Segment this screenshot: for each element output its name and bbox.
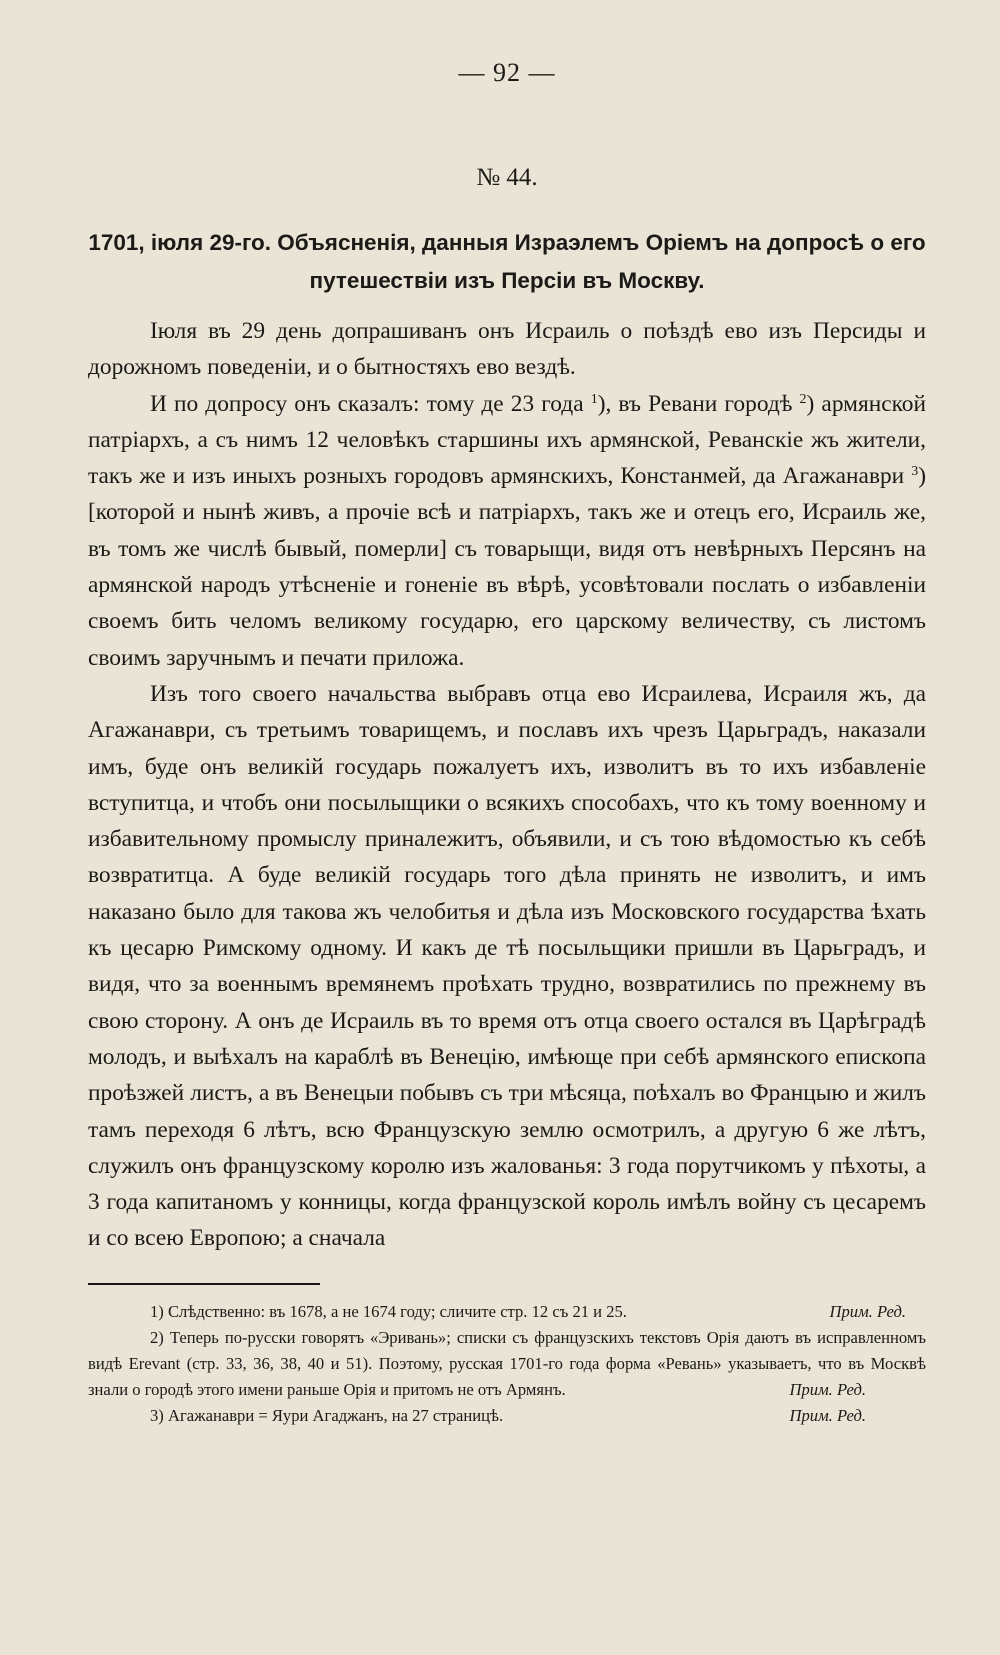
footnote-ref-3: 3 (911, 464, 919, 480)
document-number: № 44. (476, 164, 538, 191)
footnotes (88, 1299, 926, 1429)
footnote-1-text: 1) Слѣдственно: въ 1678, а не 1674 году; сличите стр. 12 съ 21 и 25. (150, 1301, 627, 1321)
page-number: — 92 — (458, 58, 556, 87)
document-title: 1701, іюля 29-го. Объясненія, данныя Израэлемъ Оріемъ на допросѣ о его путешествіи изъ Персіи въ Москву. (88, 230, 926, 293)
footnote-1-signature: Прим. Ред. (829, 1301, 906, 1321)
paragraph-2-part-4: ) [которой и нынѣ живъ, а прочіе всѣ и патріархъ, такъ же и отецъ его, Исраиль же, въ томъ же числѣ бывый, померли] съ товарыщи, видя отъ невѣрныхъ Персянъ на армянской народъ утѣсненіе и гоненіе въ вѣрѣ, усовѣтовали послать о избавленіи своемъ бить челомъ великому государю, его царскому величеству, съ листомъ своимъ заручнымъ и печати приложа. (88, 463, 926, 671)
footnote-2-text: 2) Теперь по-русски говорятъ «Эривань»; списки съ французскихъ текстовъ Орія даютъ въ исправленномъ видѣ Erevant (стр. 33, 36, 38, 40 и 51). Поэтому, русская 1701-го года форма «Ревань» указываетъ, что въ Москвѣ знали о городѣ этого имени раньше Орія и притомъ не отъ Армянъ. (88, 1327, 926, 1399)
footnote-ref-1: 1 (590, 391, 598, 407)
footnote-3-signature: Прим. Ред. (789, 1405, 866, 1425)
footnote-3-text: 3) Агажанаври = Яури Агаджанъ, на 27 страницѣ. (150, 1405, 504, 1425)
paragraph-2-part-2: ), въ Ревани городѣ (597, 390, 800, 417)
paragraph-2-part-1: И по допросу онъ сказалъ: тому де 23 года (150, 390, 591, 417)
paragraph-2 (88, 386, 926, 676)
paragraph-3: Изъ того своего начальства выбравъ отца ево Исраилева, Исраиля жъ, да Агажанаври, съ третьимъ товарищемъ, и пославъ ихъ чрезъ Царьградъ, наказали имъ, буде онъ великій государь пожалуетъ ихъ, изволитъ въ то ихъ избавленіе вступитца, и чтобъ они посылыщики о всякихъ способахъ, что къ тому военному и избавительному промыслу приналежитъ, объявили, и съ тою вѣдомостью къ себѣ возвратитца. А буде великій государь того дѣла принять не изволитъ, и имъ наказано было для такова жъ челобитья и дѣла изъ Московского государства ѣхать къ цесарю Римскому одному. И какъ де тѣ посыльщики пришли въ Царьградъ, и видя, что за военнымъ времянемъ проѣхать трудно, возвратились по прежнему въ свою сторону. А онъ де Исраиль въ то время отъ отца своего остался въ Царѣградѣ молодъ, и выѣхалъ на караблѣ въ Венецію, имѣюще при себѣ армянского епископа проѣзжей листъ, а въ Венецыи побывъ съ три мѣсяца, поѣхалъ во Францыю и жилъ тамъ переходя 6 лѣтъ, всю Французскую землю осмотрилъ, а другую 6 же лѣтъ, служилъ онъ французскому королю изъ жалованья: 3 года порутчикомъ у пѣхоты, а 3 года капитаномъ у конницы, когда французской король имѣлъ войну съ цесаремъ и со всею Европою; а сначала (88, 680, 926, 1252)
paragraph-2-part-3: ) армянской патріархъ, а съ нимъ 12 человѣкъ старшины ихъ армянской, Реванскіе жъ жители, такъ же и изъ иныхъ розныхъ городовъ армянскихъ, Констанмей, да Агажанаври (88, 390, 927, 490)
footnote-2-signature: Прим. Ред. (789, 1379, 866, 1399)
footnote-3 (88, 1403, 926, 1429)
footnote-divider (88, 1283, 320, 1285)
footnote-ref-2: 2 (799, 391, 807, 407)
footnote-2 (88, 1325, 926, 1403)
footnote-1 (88, 1299, 926, 1325)
paragraph-1: Іюля въ 29 день допрашиванъ онъ Исраиль о поѣздѣ ево изъ Персиды и дорожномъ поведеніи, и о бытностяхъ ево вездѣ. (88, 318, 926, 381)
body-text (88, 313, 926, 1257)
